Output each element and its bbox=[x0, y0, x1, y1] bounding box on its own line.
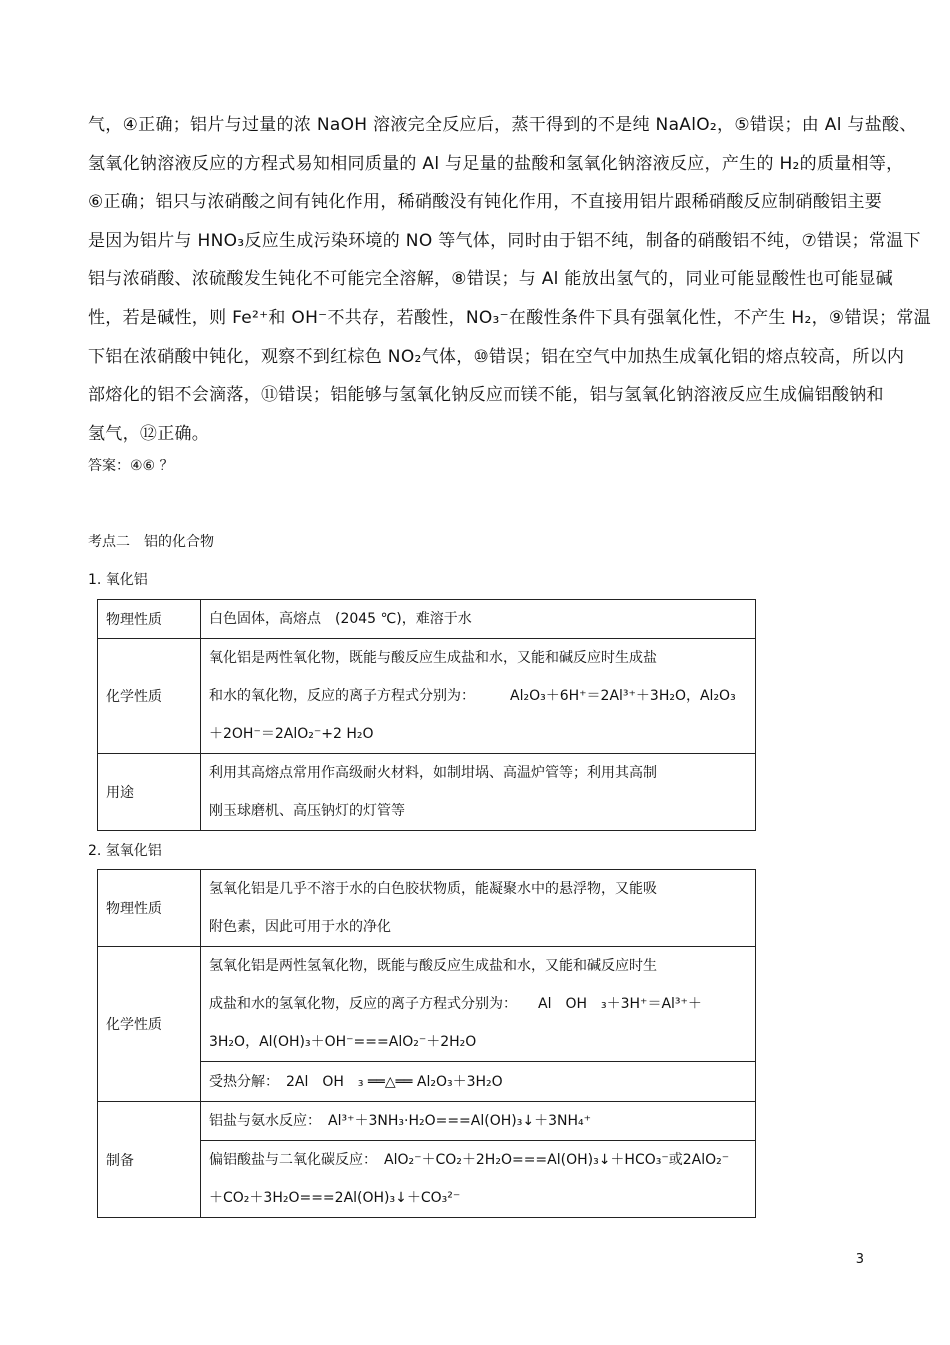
paragraph-line: 下铝在浓硝酸中钝化，观察不到红棕色 NO₂气体，⑩错误；铝在空气中加热生成氧化铝的熔点较高，所以内 bbox=[88, 346, 905, 367]
paragraph-line: 是因为铝片与 HNO₃反应生成污染环境的 NO 等气体，同时由于铝不纯，制备的硝酸铝不纯，⑦错误；常温下 bbox=[88, 230, 921, 251]
row-label: 化学性质 bbox=[98, 947, 201, 1102]
row-label: 制备 bbox=[98, 1102, 201, 1218]
paragraph-line: ⑥正确；铝只与浓硝酸之间有钝化作用，稀硝酸没有钝化作用，不直接用铝片跟稀硝酸反应制硝酸铝主要 bbox=[88, 192, 883, 213]
row-content: 氧化铝是两性氧化物，既能与酸反应生成盐和水，又能和碱反应时生成盐 和水的氧化物，反应的离子方程式分别为： Al₂O₃＋6H⁺＝2Al³⁺＋3H₂O，Al₂O₃ ＋2OH⁻＝2AlO₂⁻+2 H₂O bbox=[201, 639, 756, 754]
row-label: 物理性质 bbox=[98, 600, 201, 639]
alumina-table bbox=[97, 599, 756, 831]
row-label: 物理性质 bbox=[98, 870, 201, 947]
row-content: 铝盐与氨水反应： Al³⁺＋3NH₃·H₂O===Al(OH)₃↓＋3NH₄⁺ bbox=[201, 1102, 756, 1141]
table-row bbox=[98, 870, 756, 947]
table-row bbox=[98, 754, 756, 831]
row-content: 受热分解： 2Al OH ₃ ══△══ Al₂O₃＋3H₂O bbox=[201, 1062, 756, 1102]
row-content: 白色固体，高熔点 (2045 ℃)，难溶于水 bbox=[201, 600, 756, 639]
row-label: 化学性质 bbox=[98, 639, 201, 754]
table-row bbox=[98, 947, 756, 1062]
table-row bbox=[98, 639, 756, 754]
paragraph-line: 性，若是碱性，则 Fe²⁺和 OH⁻不共存，若酸性，NO₃⁻在酸性条件下具有强氧化性，不产生 H₂，⑨错误；常温 bbox=[88, 307, 931, 328]
subsection-title-alumina: 1. 氧化铝 bbox=[88, 572, 148, 588]
table-row bbox=[98, 600, 756, 639]
row-content: 氢氧化铝是几乎不溶于水的白色胶状物质，能凝聚水中的悬浮物，又能吸 附色素，因此可用于水的净化 bbox=[201, 870, 756, 947]
table-row bbox=[98, 1102, 756, 1141]
hydroxide-table bbox=[97, 869, 756, 1218]
paragraph-line: 氢气，⑫正确。 bbox=[88, 423, 210, 444]
paragraph-line: 氢氧化钠溶液反应的方程式易知相同质量的 Al 与足量的盐酸和氢氧化钠溶液反应，产生的 H₂的质量相等， bbox=[88, 153, 904, 174]
paragraph-line: 铝与浓硝酸、浓硫酸发生钝化不可能完全溶解，⑧错误；与 Al 能放出氢气的，同业可能显酸性也可能显碱 bbox=[88, 269, 894, 290]
subsection-title-hydroxide: 2. 氢氧化铝 bbox=[88, 843, 162, 859]
paragraph-line: 气，④正确；铝片与过量的浓 NaOH 溶液完全反应后，蒸干得到的不是纯 NaAlO₂，⑤错误；由 Al 与盐酸、 bbox=[88, 115, 917, 135]
answer-line: 答案：④⑥ ？ bbox=[88, 458, 174, 474]
section-title: 考点二 铝的化合物 bbox=[88, 534, 214, 550]
row-content: 偏铝酸盐与二氧化碳反应： AlO₂⁻＋CO₂＋2H₂O===Al(OH)₃↓＋HCO₃⁻或2AlO₂⁻ ＋CO₂＋3H₂O===2Al(OH)₃↓＋CO₃²⁻ bbox=[201, 1141, 756, 1218]
paragraph-line: 部熔化的铝不会滴落，⑪错误；铝能够与氢氧化钠反应而镁不能，铝与氢氧化钠溶液反应生成偏铝酸钠和 bbox=[88, 385, 884, 406]
row-content: 利用其高熔点常用作高级耐火材料，如制坩埚、高温炉管等；利用其高制 刚玉球磨机、高压钠灯的灯管等 bbox=[201, 754, 756, 831]
explanation-paragraph bbox=[88, 106, 931, 453]
row-label: 用途 bbox=[98, 754, 201, 831]
page-number: 3 bbox=[855, 1252, 864, 1267]
row-content: 氢氧化铝是两性氢氧化物，既能与酸反应生成盐和水，又能和碱反应时生 成盐和水的氢氧化物，反应的离子方程式分别为： Al OH ₃＋3H⁺＝Al³⁺＋ 3H₂O，Al(OH)₃＋OH⁻===AlO₂⁻＋2H₂O bbox=[201, 947, 756, 1062]
